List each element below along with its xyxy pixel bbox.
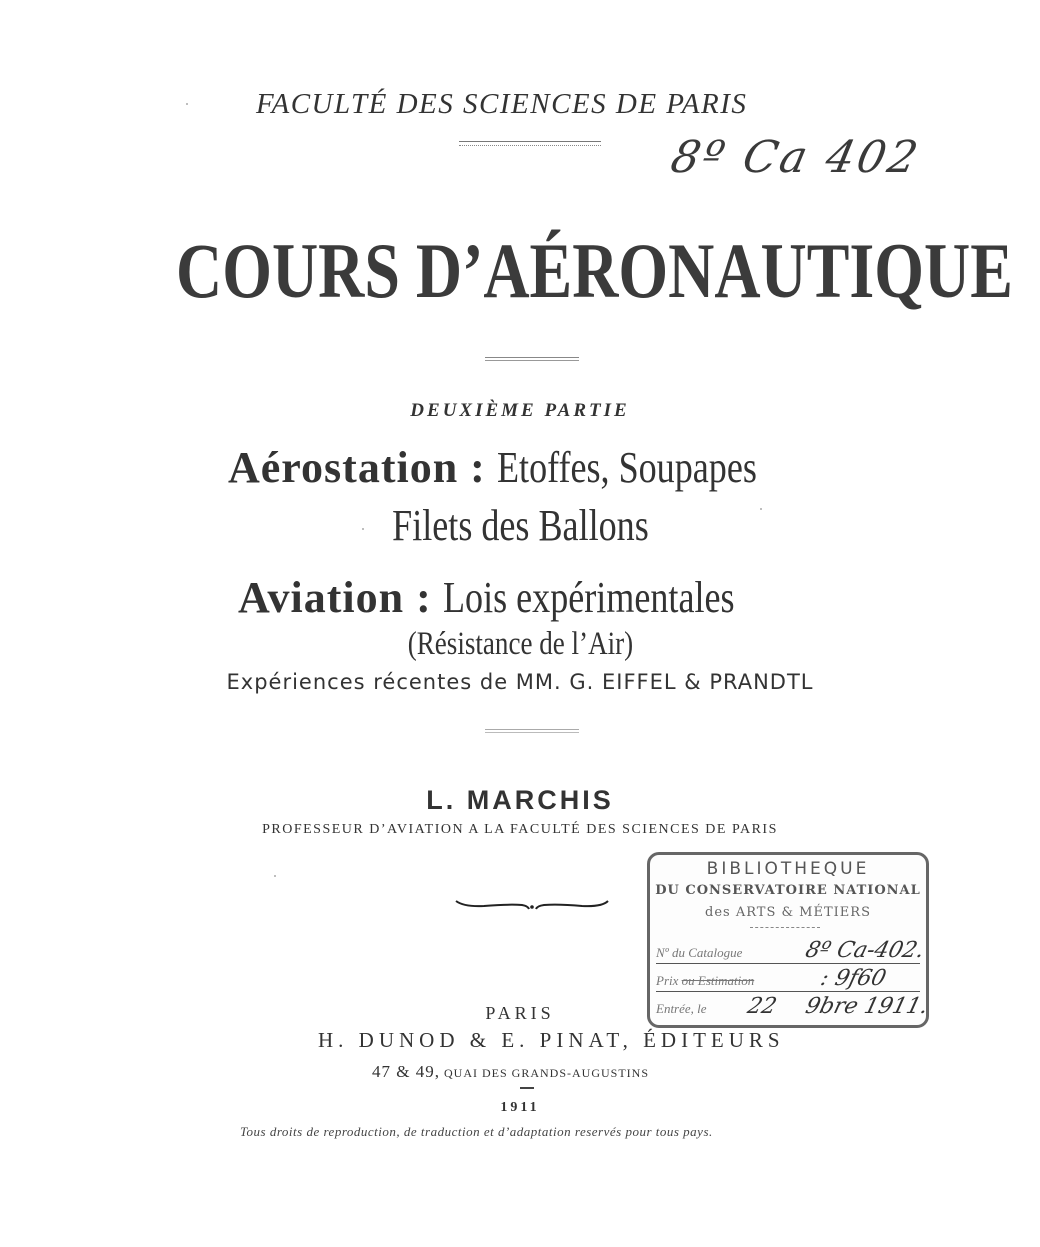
flourish-ornament [454,895,610,915]
paper-speck [760,508,762,510]
section-aerostation-lead: Aérostation : [228,443,486,492]
author-name: L. MARCHIS [426,785,614,815]
section-aviation [238,572,798,623]
stamp-price-row [656,965,920,992]
stamp-price-value: : 9f60 [817,966,889,991]
stamp-entry-month-year: 9bre 1911. [802,994,931,1019]
experiments-note: Expériences récentes de MM. G. EIFFEL & PRANDTL [226,670,814,694]
institution-heading: FACULTÉ DES SCIENCES DE PARIS [256,88,748,120]
author-title: PROFESSEUR D’AVIATION A LA FACULTÉ DES SCIENCES DE PARIS [262,822,778,837]
stamp-price-label: Prix [656,973,679,988]
imprint-address [372,1062,649,1082]
stamp-catalogue-value: 8º Ca-402. [802,938,927,963]
stamp-catalogue-row [656,937,927,964]
imprint-rule [520,1087,534,1089]
imprint-publisher: H. DUNOD & E. PINAT, ÉDITEURS [318,1028,785,1052]
imprint-address-street: QUAI DES GRANDS-AUGUSTINS [443,1066,649,1080]
stamp-conservatoire: DU CONSERVATOIRE NATIONAL [655,883,921,898]
section-rule [485,729,579,733]
stamp-divider [750,927,820,928]
section-aerostation-line2-text: Filets des Ballons [391,501,649,550]
section-aerostation-topics: Etoffes, Soupapes [496,443,757,492]
imprint-address-number: 47 & 49, [372,1062,440,1081]
section-aviation-topics: Lois expérimentales [442,573,735,622]
title-rule [485,357,579,361]
section-aerostation [228,442,814,493]
section-aviation-lead: Aviation : [238,573,432,622]
stamp-price-label-group [656,973,754,989]
stamp-library-name: BIBLIOTHEQUE [706,859,870,879]
paper-speck [362,528,364,530]
paper-speck [186,103,188,105]
decorative-rule [459,141,601,146]
imprint-year: 1911 [500,1100,540,1115]
paper-speck [274,875,276,877]
handwritten-shelfmark: 8º Ca 402 [666,132,925,183]
main-title: COURS D’AÉRONAUTIQUE [176,227,1013,314]
stamp-entry-label: Entrée, le [656,1001,707,1016]
stamp-arts-metiers: des ARTS & MÉTIERS [705,905,871,920]
section-aviation-subtitle-text: (Résistance de l’Air) [407,626,633,662]
stamp-catalogue-label: Nº du Catalogue [656,945,743,960]
stamp-entry-day: 22 [744,994,780,1019]
imprint-city: PARIS [485,1003,555,1023]
rights-notice: Tous droits de reproduction, de traduction et d’adaptation reservés pour tous pays. [240,1124,713,1139]
section-aerostation-line2 [0,500,1040,551]
section-aviation-subtitle [0,626,1040,663]
stamp-price-struck: ou Estimation [681,973,755,988]
library-stamp [647,852,929,1028]
part-label: DEUXIÈME PARTIE [410,400,630,421]
